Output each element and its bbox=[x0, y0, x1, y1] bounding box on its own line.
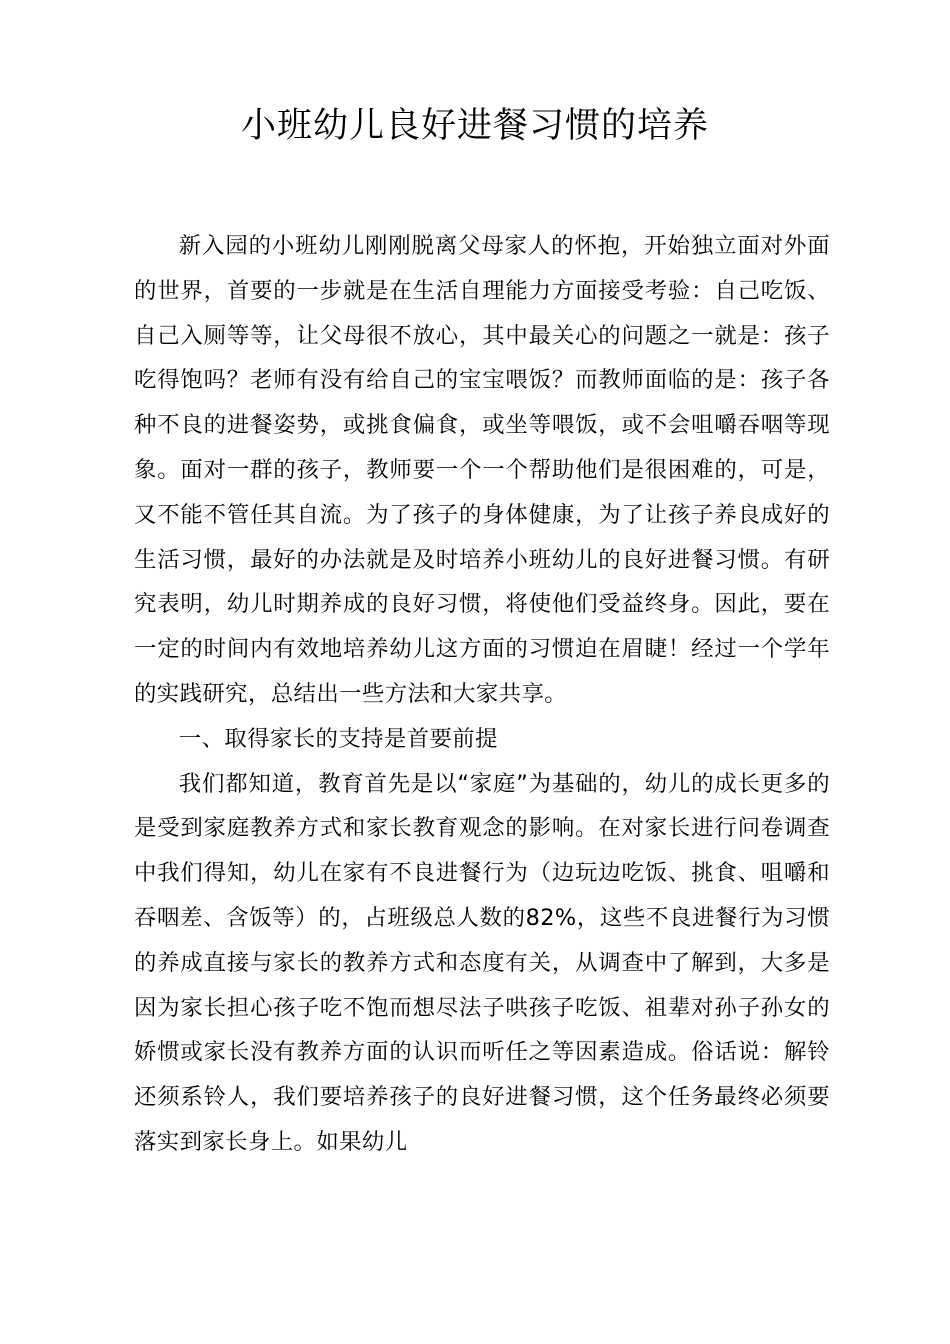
document-body bbox=[134, 224, 830, 1165]
section-paragraph: 我们都知道，教育首先是以“家庭”为基础的，幼儿的成长更多的是受到家庭教养方式和家长教育观念的影响。在对家长进行问卷调查中我们得知，幼儿在家有不良进餐行为（边玩边吃饭、挑食、咀嚼和吞咽差、含饭等）的，占班级总人数的82%，这些不良进餐行为习惯的养成直接与家长的教养方式和态度有关，从调查中了解到，大多是因为家长担心孩子吃不饱而想尽法子哄孩子吃饭、祖辈对孙子孙女的娇惯或家长没有教养方面的认识而听任之等因素造成。俗话说：解铃还须系铃人，我们要培养孩子的良好进餐习惯，这个任务最终必须要落实到家长身上。如果幼儿 bbox=[134, 770, 830, 1155]
intro-paragraph: 新入园的小班幼儿刚刚脱离父母家人的怀抱，开始独立面对外面的世界，首要的一步就是在生活自理能力方面接受考验：自己吃饭、自己入厕等等，让父母很不放心，其中最关心的问题之一就是：孩子吃得饱吗？老师有没有给自己的宝宝喂饭？而教师面临的是：孩子各种不良的进餐姿势，或挑食偏食，或坐等喂饭，或不会咀嚼吞咽等现象。面对一群的孩子，教师要一个一个帮助他们是很困难的，可是，又不能不管任其自流。为了孩子的身体健康，为了让孩子养良成好的生活习惯，最好的办法就是及时培养小班幼儿的良好进餐习惯。有研究表明，幼儿时期养成的良好习惯，将使他们受益终身。因此，要在一定的时间内有效地培养幼儿这方面的习惯迫在眉睫！经过一个学年的实践研究，总结出一些方法和大家共享。 bbox=[134, 233, 830, 707]
document-title: 小班幼儿良好进餐习惯的培养 bbox=[240, 106, 709, 146]
section-heading: 一、取得家长的支持是首要前提 bbox=[178, 725, 498, 752]
